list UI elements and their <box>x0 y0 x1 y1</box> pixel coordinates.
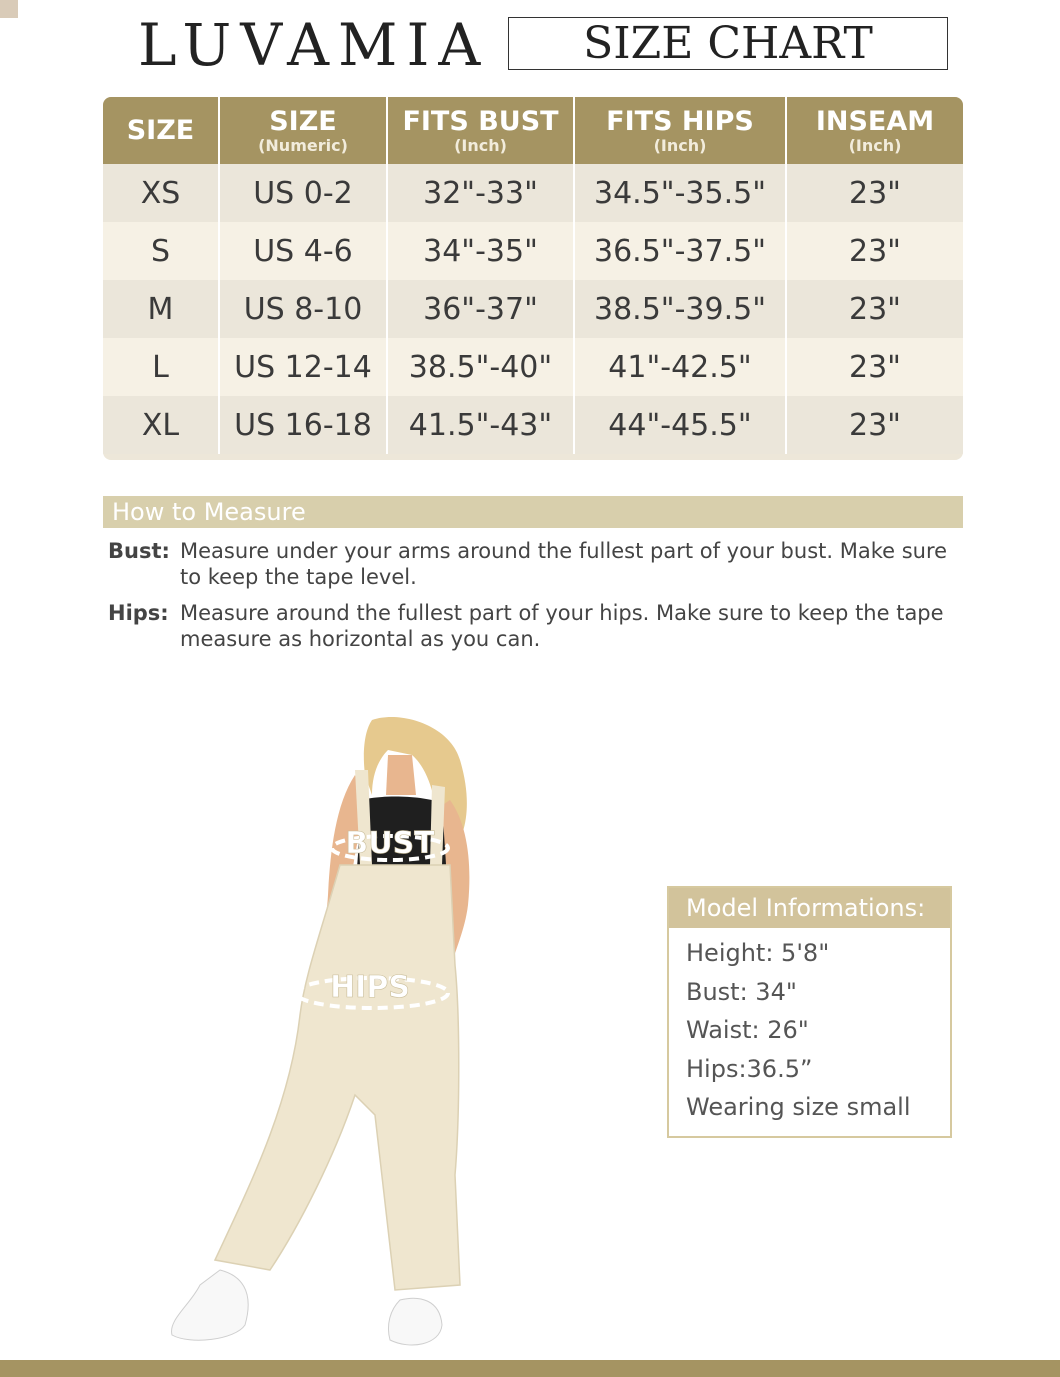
cell-size: XS <box>103 164 219 222</box>
cell-size: XL <box>103 396 219 454</box>
cell-size-numeric: US 16-18 <box>219 396 387 454</box>
table-row <box>103 338 963 396</box>
model-info-hips: Hips:36.5” <box>686 1054 813 1083</box>
measure-term: Bust: <box>108 539 170 563</box>
cell-inseam: 23" <box>786 222 963 280</box>
header-inseam-label: INSEAM <box>815 105 935 137</box>
cell-bust: 38.5"-40" <box>387 338 574 396</box>
cell-size: S <box>103 222 219 280</box>
table-row <box>103 164 963 222</box>
page-title: SIZE CHART <box>508 17 948 70</box>
header-fits-hips-unit: (Inch) <box>653 135 707 155</box>
header-size-numeric <box>219 97 387 164</box>
cell-inseam: 23" <box>786 280 963 338</box>
model-info-wearing-size: Wearing size small <box>686 1093 911 1122</box>
footer-bar <box>0 1360 1060 1377</box>
model-info-panel <box>667 886 952 1138</box>
model-info-list <box>669 928 950 1127</box>
header-size-numeric-unit: (Numeric) <box>258 135 348 155</box>
model-shoe-left <box>172 1270 249 1340</box>
cell-bust: 41.5"-43" <box>387 396 574 454</box>
table-header-row <box>103 97 963 164</box>
model-info-heading: Model Informations: <box>669 888 950 928</box>
table-row <box>103 222 963 280</box>
header-size <box>103 97 219 164</box>
measure-text: Measure under your arms around the fullest part of your bust. Make sure to keep the tape level. <box>180 539 948 589</box>
model-overalls <box>215 865 460 1290</box>
cell-size-numeric: US 8-10 <box>219 280 387 338</box>
cell-size-numeric: US 4-6 <box>219 222 387 280</box>
table-row <box>103 396 963 454</box>
header-fits-hips <box>574 97 786 164</box>
model-info-waist: Waist: 26" <box>686 1016 809 1045</box>
hips-label: HIPS <box>330 970 410 1005</box>
brand-logo: LUVAMIA <box>138 11 490 79</box>
table-row <box>103 280 963 338</box>
how-to-measure-heading: How to Measure <box>103 496 963 528</box>
cell-inseam: 23" <box>786 338 963 396</box>
cell-hips: 38.5"-39.5" <box>574 280 786 338</box>
cell-hips: 44"-45.5" <box>574 396 786 454</box>
corner-decoration <box>0 0 18 18</box>
cell-bust: 32"-33" <box>387 164 574 222</box>
header-fits-bust-label: FITS BUST <box>402 105 559 137</box>
header-inseam <box>786 97 963 164</box>
size-table <box>103 97 963 460</box>
cell-size-numeric: US 12-14 <box>219 338 387 396</box>
header-fits-bust <box>387 97 574 164</box>
cell-size: M <box>103 280 219 338</box>
cell-size: L <box>103 338 219 396</box>
model-info-height: Height: 5'8" <box>686 939 830 967</box>
cell-size-numeric: US 0-2 <box>219 164 387 222</box>
model-info-bust: Bust: 34" <box>686 977 797 1006</box>
header-fits-hips-label: FITS HIPS <box>606 105 754 137</box>
measure-term: Hips: <box>108 601 169 625</box>
measure-text: Measure around the fullest part of your hips. Make sure to keep the tape measure as horizontal as you can. <box>180 601 944 651</box>
cell-inseam: 23" <box>786 396 963 454</box>
model-figure <box>150 715 510 1355</box>
header-fits-bust-unit: (Inch) <box>454 135 507 155</box>
cell-inseam: 23" <box>786 164 963 222</box>
model-shoe-right <box>388 1298 442 1345</box>
header-inseam-unit: (Inch) <box>848 135 902 155</box>
bust-label: BUST <box>345 826 435 861</box>
cell-bust: 36"-37" <box>387 280 574 338</box>
header-size-label: SIZE <box>126 114 195 146</box>
cell-hips: 41"-42.5" <box>574 338 786 396</box>
header-size-numeric-label: SIZE <box>269 105 337 137</box>
cell-hips: 36.5"-37.5" <box>574 222 786 280</box>
cell-bust: 34"-35" <box>387 222 574 280</box>
cell-hips: 34.5"-35.5" <box>574 164 786 222</box>
